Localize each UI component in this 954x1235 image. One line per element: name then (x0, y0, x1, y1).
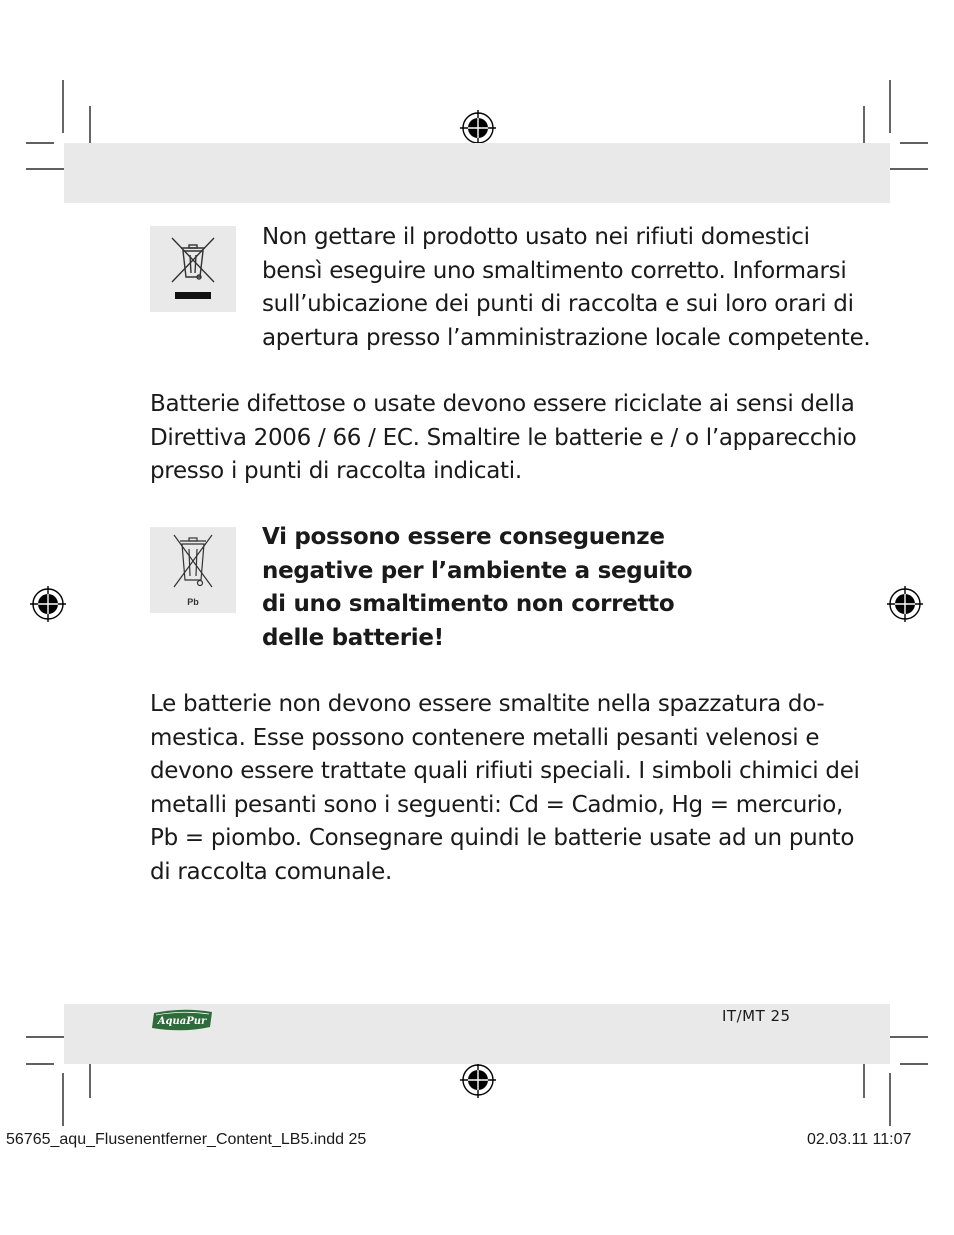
registration-mark-icon (460, 110, 496, 146)
header-band (64, 143, 890, 203)
file-slug: 56765_aqu_Flusenentferner_Content_LB5.indd 25 (6, 1131, 367, 1148)
text-line: negative per l’ambiente a seguito (262, 557, 693, 584)
crossed-bin-icon (150, 226, 236, 312)
text-line: Le batterie non devono essere smaltite nella spazzatura do- (150, 691, 825, 717)
text-line: presso i punti di raccolta indicati. (150, 458, 522, 484)
registration-mark-icon (460, 1062, 496, 1098)
crossed-bin-pb-icon (150, 527, 236, 613)
text-line: bensì eseguire uno smaltimento corretto. Informarsi (262, 257, 847, 284)
text-line: mestica. Esse possono contenere metalli pesanti velenosi e (150, 724, 820, 751)
heavy-metals-paragraph (150, 688, 860, 889)
text-line: devono essere trattate quali rifiuti speciali. I simboli chimici dei (150, 758, 860, 784)
disposal-instructions (262, 221, 870, 355)
registration-mark-icon (30, 586, 66, 622)
text-line: metalli pesanti sono i seguenti: Cd = Cadmio, Hg = mercurio, (150, 791, 844, 818)
text-line: Vi possono essere conseguenze (262, 524, 665, 550)
aquapur-logo (150, 1007, 216, 1033)
pb-label: Pb (187, 597, 199, 607)
svg-text:AquaPur: AquaPur (157, 1016, 207, 1027)
text-line: Pb = piombo. Consegnare quindi le batterie usate ad un punto (150, 825, 855, 851)
text-line: Non gettare il prodotto usato nei rifiuti domestici (262, 224, 810, 250)
text-line: sull’ubicazione dei punti di raccolta e sui loro orari di (262, 291, 854, 317)
text-line: di raccolta comunale. (150, 858, 392, 885)
text-line: Direttiva 2006 / 66 / EC. Smaltire le batterie e / o l’apparecchio (150, 424, 857, 451)
date-time-slug: 02.03.11 11:07 (807, 1131, 912, 1148)
environmental-warning (262, 521, 692, 655)
page-number: IT/MT 25 (722, 1007, 791, 1025)
text-line: delle batterie! (262, 624, 444, 651)
battery-recycling-paragraph (150, 388, 856, 489)
weee-icon-box (150, 226, 236, 312)
battery-icon-box (150, 527, 236, 613)
text-line: apertura presso l’amministrazione locale competente. (262, 324, 871, 351)
registration-mark-icon (887, 586, 923, 622)
text-line: di uno smaltimento non corretto (262, 591, 675, 617)
text-line: Batterie difettose o usate devono essere riciclate ai sensi della (150, 391, 855, 417)
